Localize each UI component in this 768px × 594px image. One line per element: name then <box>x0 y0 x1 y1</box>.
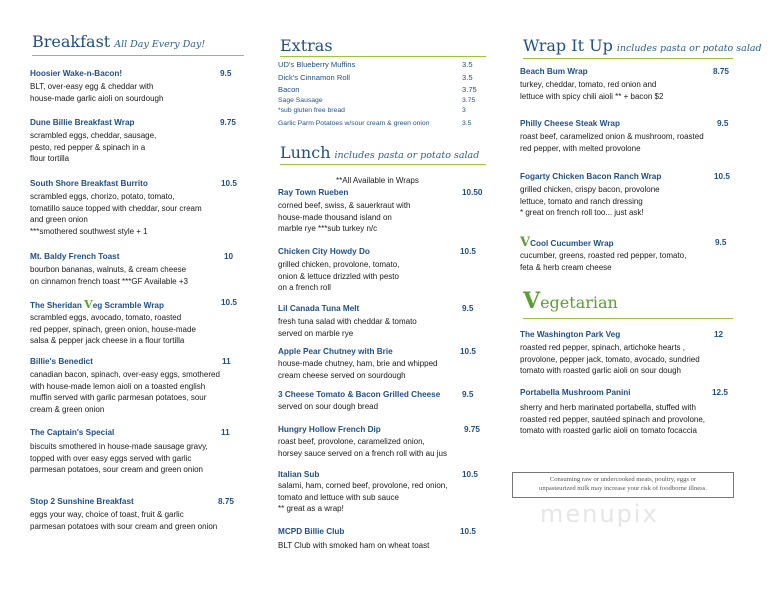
extras-row <box>278 107 478 114</box>
menu-item <box>30 298 245 347</box>
item-name: Mt. Baldy French Toast <box>30 252 120 261</box>
vegetarian-heading: egetarian <box>540 293 618 312</box>
item-price: 10.5 <box>460 247 476 256</box>
wraps-heading: Wrap It Up <box>523 36 613 55</box>
menu-item <box>278 247 488 294</box>
extras-row <box>278 97 478 104</box>
extras-name: UD's Blueberry Muffins <box>278 60 356 69</box>
extras-name: Sage Sausage <box>278 97 323 104</box>
item-desc: bourbon bananas, walnuts, & cream cheese on cinnamon french toast ***GF Available +3 <box>30 265 188 286</box>
item-price: 10.5 <box>714 172 730 181</box>
extras-price: 3.75 <box>462 85 477 94</box>
item-price: 9.5 <box>717 119 729 128</box>
item-name: Portabella Mushroom Panini <box>520 388 631 397</box>
warning-line: unpasteurized milk may increase your risk of foodborne illness. <box>539 484 707 492</box>
item-desc: canadian bacon, spinach, over-easy eggs, smothered with house-made lemon aioli on a toasted english muffin served with garlic parmesan potatoes, sour cream & green onion <box>30 370 220 414</box>
menu-item <box>30 252 245 287</box>
item-name: Stop 2 Sunshine Breakfast <box>30 497 134 506</box>
item-desc: roasted red pepper, spinach, artichoke hearts , provolone, pepper jack, tomato, avocado, sundried tomato with roasted garlic aioli on sour dough <box>520 343 700 376</box>
item-name: South Shore Breakfast Burrito <box>30 179 148 188</box>
item-desc: biscuits smothered in house-made sausage gravy, topped with over easy eggs served with garlic parmesan potatoes, sour cream and green onion <box>30 442 208 475</box>
item-desc: roast beef, caramelized onion & mushroom, roasted red pepper, with melted provolone <box>520 132 704 153</box>
lunch-subtitle: includes pasta or potato salad <box>334 150 480 161</box>
menu-item <box>278 527 488 552</box>
item-name-part: eg Scramble Wrap <box>92 301 164 310</box>
item-desc: corned beef, swiss, & sauerkraut with house-made thousand island on marble rye ***sub turkey n/c <box>278 201 411 234</box>
menu-item <box>30 179 245 237</box>
menu-item <box>30 428 245 476</box>
food-safety-warning <box>512 472 734 498</box>
vegetarian-rule <box>523 318 733 319</box>
extras-price: 3 <box>462 107 466 114</box>
item-name: The Washington Park Veg <box>520 330 621 339</box>
menu-item <box>520 172 735 219</box>
item-desc: grilled chicken, provolone, tomato, onion & lettuce drizzled with pesto on a french roll <box>278 260 400 293</box>
menu-item <box>278 425 488 459</box>
item-price: 10.50 <box>462 188 483 197</box>
item-price: 9.75 <box>220 118 236 127</box>
breakfast-title <box>32 32 205 51</box>
item-name: Lil Canada Tuna Melt <box>278 304 360 313</box>
item-desc: BLT, over-easy egg & cheddar with house-made garlic aioli on sourdough <box>30 82 164 103</box>
item-desc: fresh tuna salad with cheddar & tomato served on marble rye <box>278 317 417 338</box>
wraps-subtitle: includes pasta or potato salad <box>616 43 762 54</box>
item-name: Hoosier Wake-n-Bacon! <box>30 69 123 78</box>
item-name <box>30 298 245 311</box>
veg-v-icon: V <box>523 288 541 314</box>
menu-item <box>30 497 245 532</box>
item-price: 11 <box>221 428 230 437</box>
menu-item <box>520 388 735 437</box>
item-desc: grilled chicken, crispy bacon, provolone lettuce, tomato and ranch dressing * great on french roll too... just ask! <box>520 185 660 218</box>
menu-item <box>30 118 245 165</box>
item-desc: salami, ham, corned beef, provolone, red onion, tomato and lettuce with sub sauce ** great as a wrap! <box>278 481 448 514</box>
item-desc: sherry and herb marinated portabella, stuffed with roasted red pepper, sautéed spinach and provolone, tomato with roasted garlic aioli on tomato focaccia <box>520 403 706 436</box>
extras-name: Garlic Parm Potatoes w/sour cream & green onion <box>278 120 430 127</box>
extras-row <box>278 120 478 127</box>
item-name: Ray Town Rueben <box>278 188 349 197</box>
menu-item <box>520 235 735 273</box>
item-price: 10.5 <box>460 527 476 536</box>
item-name: Beach Bum Wrap <box>520 67 588 76</box>
item-price: 10.5 <box>221 179 237 188</box>
extras-row <box>278 85 478 94</box>
extras-price: 3.5 <box>462 60 473 69</box>
extras-heading: Extras <box>280 36 333 55</box>
extras-row <box>278 60 478 69</box>
item-name: Hungry Hollow French Dip <box>278 425 381 434</box>
item-desc: served on sour dough bread <box>278 402 379 411</box>
lunch-note: **All Available in Wraps <box>336 176 419 185</box>
menu-item <box>278 304 488 339</box>
menupix-watermark: menupix <box>540 500 659 528</box>
extras-name: Dick's Cinnamon Roll <box>278 73 350 82</box>
warning-line: Consuming raw or undercooked meats, poultry, eggs or <box>549 476 697 483</box>
item-price: 9.5 <box>462 390 474 399</box>
item-name: Fogarty Chicken Bacon Ranch Wrap <box>520 172 662 181</box>
item-name: Apple Pear Chutney with Brie <box>278 347 393 356</box>
vegetarian-title <box>523 288 618 314</box>
item-desc: cucumber, greens, roasted red pepper, tomato, feta & herb cream cheese <box>520 251 687 272</box>
wraps-rule <box>523 58 733 59</box>
lunch-rule <box>280 164 486 165</box>
extras-name: *sub gluten free bread <box>278 107 345 114</box>
item-price: 10.5 <box>462 470 478 479</box>
menu-item <box>278 347 488 381</box>
item-name-part: The Sheridan <box>30 301 85 310</box>
wraps-title <box>523 36 762 55</box>
item-name: Billie's Benedict <box>30 357 93 366</box>
item-desc: scrambled eggs, chorizo, potato, tomato, tomatillo sauce topped with cheddar, sour cream and green onion ***smothered southwest style + 1 <box>30 192 202 236</box>
lunch-heading: Lunch <box>280 143 331 162</box>
item-price: 9.5 <box>462 304 474 313</box>
item-name <box>520 235 735 250</box>
item-name: Chicken City Howdy Do <box>278 247 370 256</box>
extras-title <box>280 36 333 55</box>
item-desc: scrambled eggs, avocado, tomato, roasted red pepper, spinach, green onion, house-made salsa & pepper jack cheese in a flour tortilla <box>30 313 196 346</box>
veg-v-icon: V <box>84 298 93 311</box>
menu-item <box>520 119 735 154</box>
menu-item <box>278 470 488 515</box>
item-price: 10 <box>224 252 234 261</box>
menu-item <box>278 390 488 413</box>
breakfast-subtitle: All Day Every Day! <box>114 39 206 50</box>
lunch-title <box>280 143 479 162</box>
extras-rule <box>280 56 486 57</box>
item-name: Philly Cheese Steak Wrap <box>520 119 620 128</box>
item-price: 12 <box>714 330 724 339</box>
item-price: 9.75 <box>464 425 480 434</box>
item-desc: roast beef, provolone, caramelized onion, horsey sauce served on a french roll with au jus <box>278 437 447 458</box>
item-name: MCPD Billie Club <box>278 527 345 536</box>
item-price: 10.5 <box>460 347 476 356</box>
extras-price: 3.75 <box>462 97 476 104</box>
item-price: 8.75 <box>218 497 234 506</box>
extras-price: 3.5 <box>462 120 472 127</box>
item-desc: BLT Club with smoked ham on wheat toast <box>278 541 430 550</box>
item-price: 12.5 <box>712 388 728 397</box>
menu-item <box>520 67 735 102</box>
item-price: 8.75 <box>713 67 729 76</box>
menu-item <box>30 357 245 415</box>
item-name: The Captain's Special <box>30 428 115 437</box>
item-price: 9.5 <box>715 238 727 247</box>
item-name: Italian Sub <box>278 470 320 479</box>
menu-item <box>278 188 488 235</box>
item-price: 10.5 <box>221 298 237 307</box>
menu-item <box>520 330 735 377</box>
veg-v-icon: V <box>520 235 531 250</box>
extras-price: 3.5 <box>462 73 473 82</box>
extras-row <box>278 73 478 82</box>
item-desc: turkey, cheddar, tomato, red onion and lettuce with spicy chili aioli ** + bacon $2 <box>520 80 664 101</box>
item-desc: house-made chutney, ham, brie and whipped cream cheese served on sourdough <box>278 359 438 380</box>
item-price: 11 <box>222 357 231 366</box>
item-name: Dune Billie Breakfast Wrap <box>30 118 135 127</box>
item-price: 9.5 <box>220 69 232 78</box>
item-name-part: Cool Cucumber Wrap <box>530 239 614 248</box>
menu-item <box>30 69 245 104</box>
item-name: 3 Cheese Tomato & Bacon Grilled Cheese <box>278 390 441 399</box>
extras-name: Bacon <box>278 85 300 94</box>
breakfast-rule <box>32 55 244 56</box>
item-desc: eggs your way, choice of toast, fruit & garlic parmesan potatoes with sour cream and green onion <box>30 510 218 531</box>
item-desc: scrambled eggs, cheddar, sausage, pesto, red pepper & spinach in a flour tortilla <box>30 131 157 164</box>
breakfast-heading: Breakfast <box>32 32 111 51</box>
